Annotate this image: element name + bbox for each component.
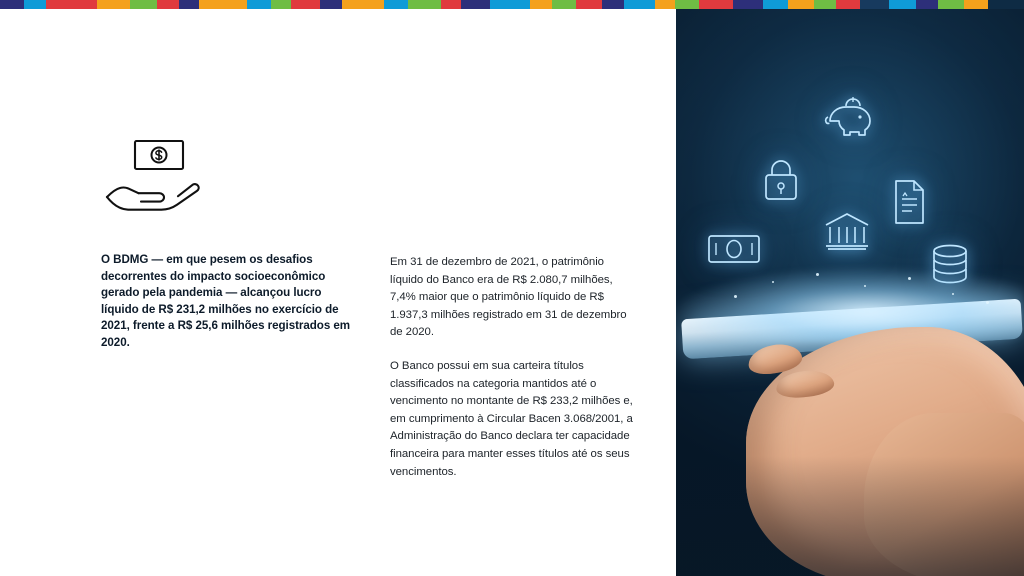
bank-building-icon	[822, 209, 872, 258]
color-swatch-20	[576, 0, 602, 9]
glow-particle	[772, 281, 774, 283]
color-swatch-35	[964, 0, 988, 9]
color-swatch-24	[675, 0, 699, 9]
glow-particle	[908, 277, 911, 280]
photo-bottom-shade	[676, 456, 1024, 576]
glow-particle	[864, 285, 866, 287]
color-swatch-15	[441, 0, 461, 9]
color-swatch-30	[836, 0, 860, 9]
piggy-bank-icon	[824, 93, 876, 144]
color-swatch-12	[342, 0, 384, 9]
color-swatch-28	[788, 0, 814, 9]
color-swatch-19	[552, 0, 576, 9]
color-swatch-13	[384, 0, 408, 9]
color-swatch-32	[889, 0, 915, 9]
glow-particle	[734, 295, 737, 298]
color-swatch-0	[0, 0, 24, 9]
color-swatch-1	[24, 0, 46, 9]
color-swatch-36	[988, 0, 1023, 9]
color-swatch-6	[179, 0, 199, 9]
color-swatch-23	[655, 0, 675, 9]
color-swatch-10	[291, 0, 320, 9]
glow-particle	[986, 301, 989, 304]
color-swatch-31	[860, 0, 889, 9]
color-swatch-26	[733, 0, 764, 9]
color-swatch-34	[938, 0, 964, 9]
color-swatch-25	[699, 0, 732, 9]
color-swatch-29	[814, 0, 836, 9]
color-swatch-33	[916, 0, 938, 9]
color-swatch-8	[247, 0, 271, 9]
content-area	[0, 9, 660, 576]
body-paragraph-1: Em 31 de dezembro de 2021, o patrimônio líquido do Banco era de R$ 2.080,7 milhões, 7,4% maior que o patrimônio líquido de R$ 1.937,3 milhões registrado em 31 de dezembro de 2020.	[390, 256, 627, 339]
color-swatch-11	[320, 0, 342, 9]
color-swatch-14	[408, 0, 441, 9]
padlock-icon	[760, 157, 802, 208]
color-swatch-7	[199, 0, 248, 9]
document-icon	[888, 177, 930, 232]
top-color-bar	[0, 0, 1024, 9]
money-in-hand-icon	[103, 137, 203, 222]
body-text-column	[390, 254, 640, 481]
color-swatch-21	[602, 0, 624, 9]
color-swatch-18	[530, 0, 552, 9]
color-swatch-9	[271, 0, 291, 9]
color-swatch-2	[46, 0, 97, 9]
color-swatch-22	[624, 0, 655, 9]
color-swatch-27	[763, 0, 787, 9]
glow-particle	[816, 273, 819, 276]
banknote-icon	[706, 231, 762, 272]
color-swatch-17	[490, 0, 530, 9]
color-swatch-3	[97, 0, 130, 9]
color-swatch-5	[157, 0, 179, 9]
hand-holding-tablet-photo	[676, 9, 1024, 576]
tablet-glow	[676, 267, 1024, 342]
color-swatch-4	[130, 0, 156, 9]
body-paragraph-2: O Banco possui em sua carteira títulos classificados na categoria mantidos até o vencimento no montante de R$ 233,2 milhões e, em cumprimento à Circular Bacen 3.068/2001, a Administração do Banco declara ter capacidade financeira para manter esses títulos até os seus vencimentos.	[390, 359, 633, 478]
highlight-text: O BDMG — em que pesem os desafios decorrentes do impacto socioeconômico gerado pela pandemia — alcançou lucro líquido de R$ 231,2 milhões no exercício de 2021, frente a R$ 25,6 milhões registrados em 2020.	[101, 253, 351, 349]
color-swatch-16	[461, 0, 490, 9]
glow-particle	[952, 293, 954, 295]
